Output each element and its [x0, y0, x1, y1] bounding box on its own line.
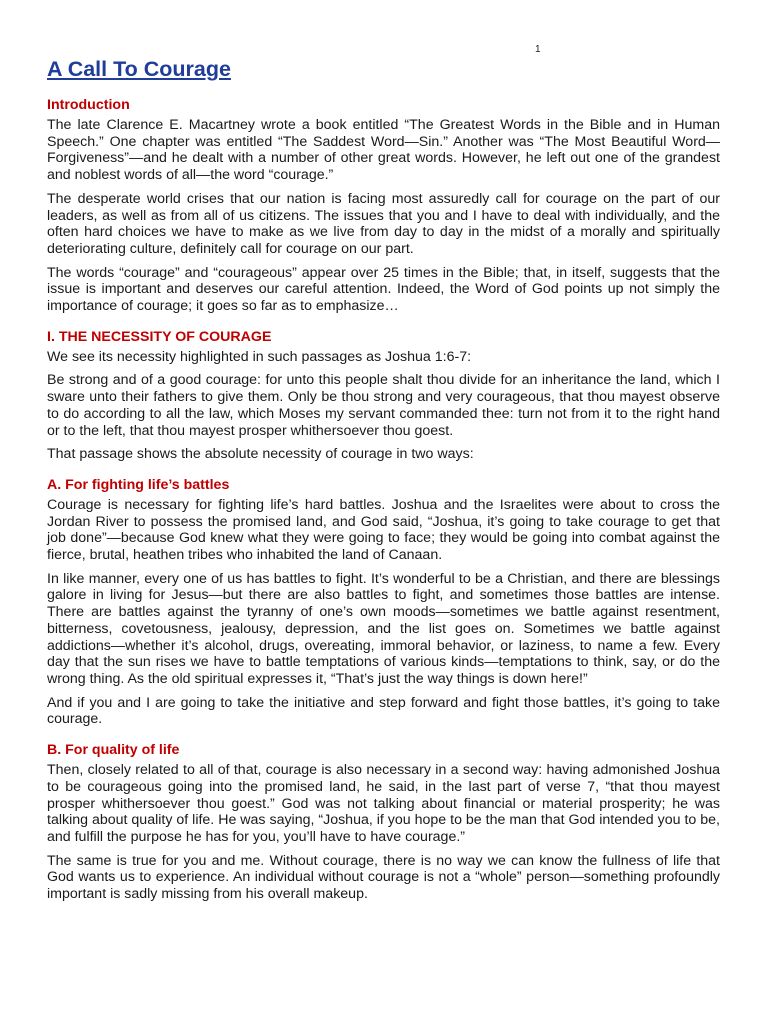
section-heading: I. THE NECESSITY OF COURAGE [47, 328, 272, 345]
paragraph: The words “courage” and “courageous” appear over 25 times in the Bible; that, in itself, suggests that the issue is important and deserves our careful attention. Indeed, the Word of God points up not simply the importance of courage; it goes so far as to emphasize… [47, 264, 720, 315]
page-number: 1 [535, 44, 541, 55]
paragraph: The desperate world crises that our nation is facing most assuredly call for courage on the part of our leaders, as well as from all of us citizens. The issues that you and I have to deal with individually, and the often hard choices we have to make as we live from day to day in the midst of a morally and spiritually deteriorating culture, definitely call for courage on our part. [47, 190, 720, 257]
section-necessity-of-courage [47, 328, 720, 463]
paragraph: And if you and I are going to take the initiative and step forward and fight those battles, it’s going to take courage. [47, 694, 720, 728]
section-heading: Introduction [47, 97, 130, 113]
document-body [47, 56, 720, 910]
paragraph: In like manner, every one of us has battles to fight. It’s wonderful to be a Christian, and there are blessings galore in living for Jesus—but there are also battles to fight, and sometimes those battles are intense. There are battles against the tyranny of one’s own moods—sometimes we battle against resentment, bitterness, covetousness, jealousy, depression, and the list goes on. Sometimes we battle against addictions—whether it’s alcohol, drugs, overeating, immoral behavior, or laziness, to name a few. Every day that the sun rises we have to battle temptations of various kinds—temptations to think, say, or do the wrong thing. As the old spiritual expresses it, “That’s just the way things is down here!” [47, 570, 720, 687]
scripture-quote: Be strong and of a good courage: for unto this people shalt thou divide for an inheritance the land, which I sware unto their fathers to give them. Only be thou strong and very courageous, that thou mayest observe to do according to all the law, which Moses my servant commanded thee: turn not from it to the right hand or to the left, that thou mayest prosper whithersoever thou goest. [47, 372, 720, 439]
section-fighting-lifes-battles [47, 476, 720, 728]
section-introduction [47, 96, 720, 315]
section-quality-of-life [47, 741, 720, 903]
section-heading: A. For fighting life’s battles [47, 476, 230, 493]
section-heading: B. For quality of life [47, 742, 180, 759]
paragraph: The late Clarence E. Macartney wrote a book entitled “The Greatest Words in the Bible and in Human Speech.” One chapter was entitled “The Saddest Word—Sin.” Another was “The Most Beautiful Word—Forgiveness”—and he dealt with a number of other great words. However, he left out one of the grandest and noblest words of all—the word “courage.” [47, 117, 720, 184]
paragraph: We see its necessity highlighted in such passages as Joshua 1:6-7: [47, 348, 472, 365]
paragraph: Then, closely related to all of that, courage is also necessary in a second way: having admonished Joshua to be courageous going into the promised land, he said, in the last part of verse 7, “that thou mayest prosper whithersoever thou goest.” God was not talking about financial or material prosperity; he was talking about quality of life. He was saying, “Joshua, if you hope to be the man that God intended you to be, and fulfill the purpose he has for you, you’ll have to have courage.” [47, 762, 720, 845]
paragraph: The same is true for you and me. Without courage, there is no way we can know the fullness of life that God wants us to experience. An individual without courage is not a “whole” person—something profoundly important is sadly missing from his overall makeup. [47, 852, 720, 903]
paragraph: That passage shows the absolute necessity of courage in two ways: [47, 446, 474, 463]
document-title: A Call To Courage [47, 57, 231, 81]
paragraph: Courage is necessary for fighting life’s hard battles. Joshua and the Israelites were about to cross the Jordan River to possess the promised land, and God said, “Joshua, it’s going to take courage to get that job done”—because God knew what they were going to face; they would be going into combat against the fierce, brutal, heathen tribes who inhabited the land of Canaan. [47, 496, 720, 564]
